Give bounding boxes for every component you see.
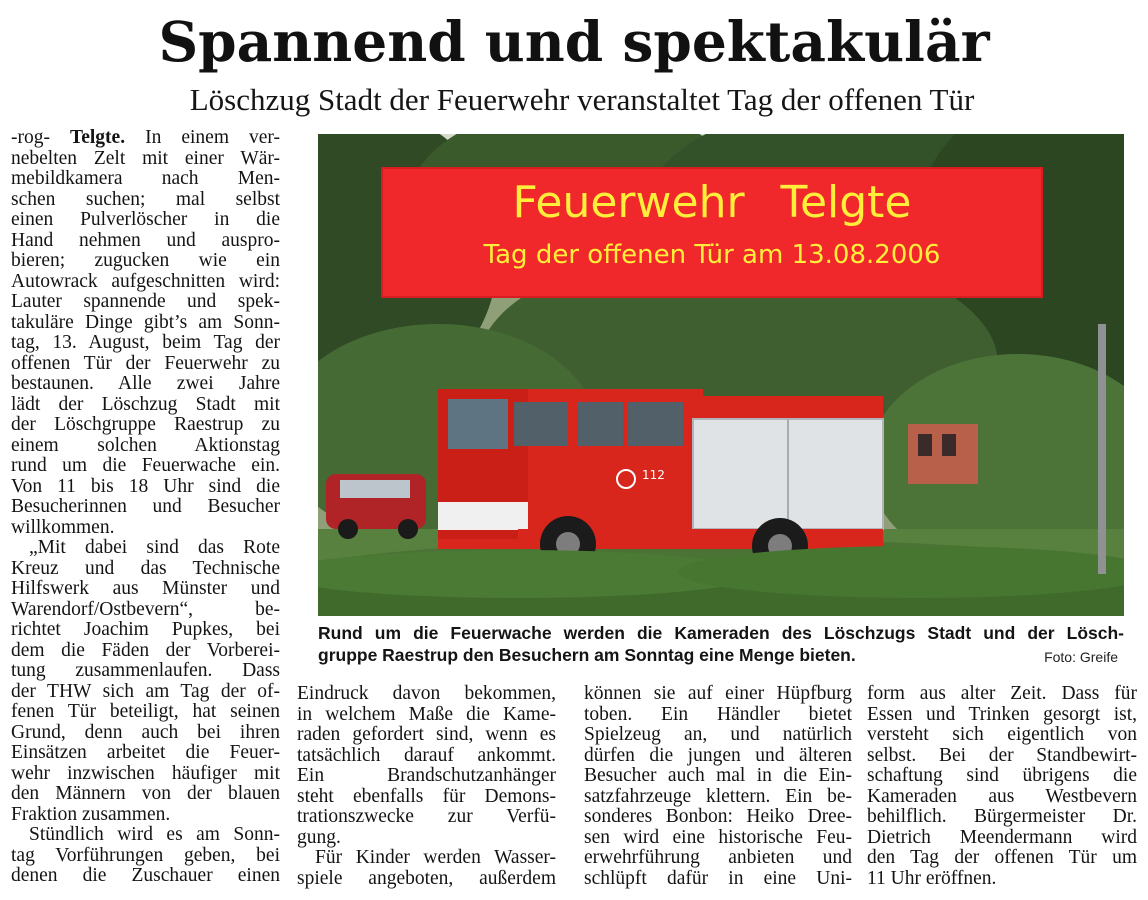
col1-line: der THW sich am Tag der of-: [11, 680, 280, 702]
event-banner: [381, 167, 1043, 298]
col2-line: raden gefordert sind, wenn es: [297, 724, 556, 745]
col1-line: Hand nehmen und auspro-: [11, 229, 280, 251]
dateline-place: Telgte.: [70, 127, 126, 148]
col4-line: Kameraden aus Westbevern: [867, 785, 1137, 807]
article-headline: Spannend und spektakulär: [158, 9, 990, 74]
col1-line: offenen Tür der Feuerwehr zu: [11, 352, 280, 374]
col1-line: den Männern von der blauen: [11, 783, 280, 804]
col1-line: „Mit dabei sind das Rote: [29, 537, 280, 558]
col1-line: nebelten Zelt mit einer Wär-: [11, 147, 280, 169]
col2-line: gung.: [297, 826, 341, 848]
col2-line: tatsächlich darauf ankommt.: [297, 744, 556, 766]
col2-line: Ein Brandschutzanhänger: [297, 765, 556, 786]
col1-line: fenen Tür beteiligt, hat seinen: [11, 701, 280, 722]
col1-line: bieren; zugucken wie ein: [11, 250, 280, 271]
col1-line: Einsätzen arbeitet die Feuer-: [11, 742, 280, 763]
col4-line: form aus alter Zeit. Dass für: [867, 683, 1137, 704]
article-column-2: [297, 684, 556, 889]
col1-line: dem die Fäden der Vorberei-: [11, 639, 280, 661]
col1-line: Kreuz und das Technische: [11, 557, 280, 579]
col3-line: können sie auf einer Hüpfburg: [584, 683, 852, 704]
col2-line: Für Kinder werden Wasser-: [315, 847, 556, 868]
col3-line: schlüpft dafür in eine Uni-: [584, 867, 852, 889]
col3-line: sen wird eine historische Feu-: [584, 826, 852, 848]
caption-line-1: Rund um die Feuerwache werden die Kameraden des Löschzugs Stadt und der Lösch-: [318, 623, 1124, 643]
col1-line: takuläre Dinge gibt’s am Sonn-: [11, 311, 280, 333]
photo-credit: Foto: Greife: [1044, 649, 1118, 665]
article-subheadline: Löschzug Stadt der Feuerwehr veranstaltet Tag der offenen Tür: [189, 82, 975, 117]
col1-line: tung zusammenlaufen. Dass: [11, 660, 280, 681]
col1-line: Von 11 bis 18 Uhr sind die: [11, 475, 280, 497]
col2-line: Eindruck davon bekommen,: [297, 683, 556, 704]
col3-line: Spielzeug an, und natürlich: [584, 724, 852, 745]
col1-line: Grund, denn auch bei ihren: [11, 721, 280, 743]
author-tag: -rog-: [11, 127, 50, 148]
col1-line: rund um die Feuerwache ein.: [11, 455, 280, 476]
banner-title: Feuerwehr Telgte: [512, 177, 912, 228]
col4-line: schaftung sind übrigens die: [867, 765, 1137, 786]
col4-line: den Tag der offenen Tür um: [867, 847, 1137, 868]
col2-line: in welchem Maße die Kame-: [297, 703, 556, 725]
col3-line: Besucher auch mal in die Ein-: [584, 765, 852, 786]
col1-line: lädt der Löschzug Stadt mit: [11, 393, 280, 415]
column-1-text: [11, 149, 280, 887]
col3-line: dürfen die jungen und älteren: [584, 744, 852, 766]
col1-line: Stündlich wird es am Sonn-: [29, 824, 280, 845]
col3-line: toben. Ein Händler bietet: [584, 703, 852, 725]
caption-line-2: gruppe Raestrup den Besuchern am Sonntag eine Menge bieten.: [318, 645, 856, 665]
article-column-4: [867, 684, 1137, 889]
col1-line: wehr inzwischen häufiger mit: [11, 762, 280, 784]
article-first-line: [11, 128, 280, 149]
col1-line: einem solchen Aktionstag: [11, 434, 280, 456]
col1-line: Lauter spannende und spek-: [11, 291, 280, 312]
col1-line: tag, 13. August, beim Tag der: [11, 332, 280, 353]
col3-line: satzfahrzeuge klettern. Ein be-: [584, 785, 852, 807]
col4-line: 11 Uhr eröffnen.: [867, 867, 997, 889]
col3-line: erwehrführung anbieten und: [584, 847, 852, 868]
col4-line: Dietrich Meendermann wird: [867, 826, 1137, 848]
col4-line: behilflich. Bürgermeister Dr.: [867, 806, 1137, 827]
col1-line: bestaunen. Alle zwei Jahre: [11, 373, 280, 394]
col1-line: willkommen.: [11, 516, 115, 538]
col1-line: Autowrack aufgeschnitten wird:: [11, 270, 280, 292]
article-column-1: [11, 128, 280, 887]
col1-line: der Löschgruppe Raestrup zu: [11, 414, 280, 435]
col1-line: Warendorf/Ostbevern“, be-: [11, 598, 280, 620]
col1-line: denen die Zuschauer einen: [11, 865, 280, 886]
col1-line: mebildkamera nach Men-: [11, 168, 280, 189]
col1-line: Besucherinnen und Besucher: [11, 496, 280, 517]
col4-line: selbst. Bei der Standbewirt-: [867, 744, 1137, 766]
col2-line: trationszwecke zur Verfü-: [297, 806, 556, 827]
photo-caption: [318, 622, 1124, 666]
first-line-text: In einem ver-: [145, 127, 281, 148]
col1-line: richtet Joachim Pupkes, bei: [11, 619, 280, 640]
col2-line: steht ebenfalls für Demons-: [297, 785, 556, 807]
col1-line: schen suchen; mal selbst: [11, 188, 280, 210]
banner-subtitle: Tag der offenen Tür am 13.08.2006: [483, 240, 941, 270]
col3-line: sonderes Bonbon: Heiko Dree-: [584, 806, 852, 827]
col2-line: spiele angeboten, außerdem: [297, 867, 556, 889]
col1-line: tag Vorführungen geben, bei: [11, 844, 280, 866]
col4-line: versteht sich eigentlich von: [867, 724, 1137, 745]
article-column-3: [584, 684, 852, 889]
col4-line: Essen und Trinken gesorgt ist,: [867, 703, 1137, 725]
truck-number: 112: [642, 468, 665, 482]
col1-line: einen Pulverlöscher in die: [11, 209, 280, 230]
col1-line: Fraktion zusammen.: [11, 803, 171, 825]
fire-truck-photo: [318, 134, 1124, 616]
col1-line: Hilfswerk aus Münster und: [11, 578, 280, 599]
